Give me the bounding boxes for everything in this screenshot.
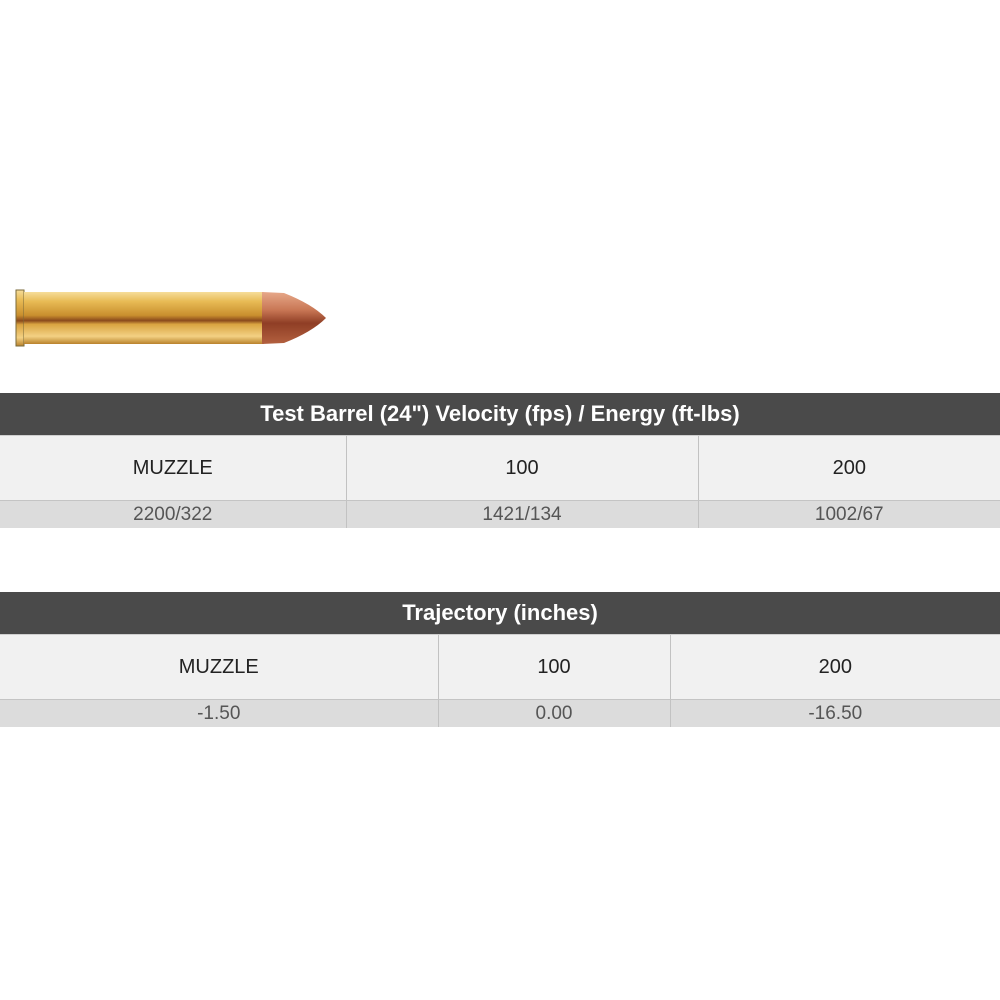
velocity-table-title: Test Barrel (24") Velocity (fps) / Energy (ft-lbs) (0, 393, 1000, 436)
column-header-200: 200 (698, 436, 1000, 501)
table-row (0, 700, 1000, 728)
column-header-100: 100 (438, 635, 670, 700)
cartridge-icon (12, 282, 330, 352)
trajectory-table-title: Trajectory (inches) (0, 592, 1000, 635)
velocity-energy-100: 1421/134 (346, 501, 698, 529)
table-header-row (0, 436, 1000, 501)
column-header-muzzle: MUZZLE (0, 436, 346, 501)
trajectory-200: -16.50 (670, 700, 1000, 728)
table-row (0, 501, 1000, 529)
trajectory-100: 0.00 (438, 700, 670, 728)
table-header-row (0, 635, 1000, 700)
column-header-200: 200 (670, 635, 1000, 700)
velocity-energy-muzzle: 2200/322 (0, 501, 346, 529)
column-header-muzzle: MUZZLE (0, 635, 438, 700)
column-header-100: 100 (346, 436, 698, 501)
velocity-energy-table (0, 393, 1000, 528)
trajectory-muzzle: -1.50 (0, 700, 438, 728)
velocity-energy-200: 1002/67 (698, 501, 1000, 529)
trajectory-table (0, 592, 1000, 727)
